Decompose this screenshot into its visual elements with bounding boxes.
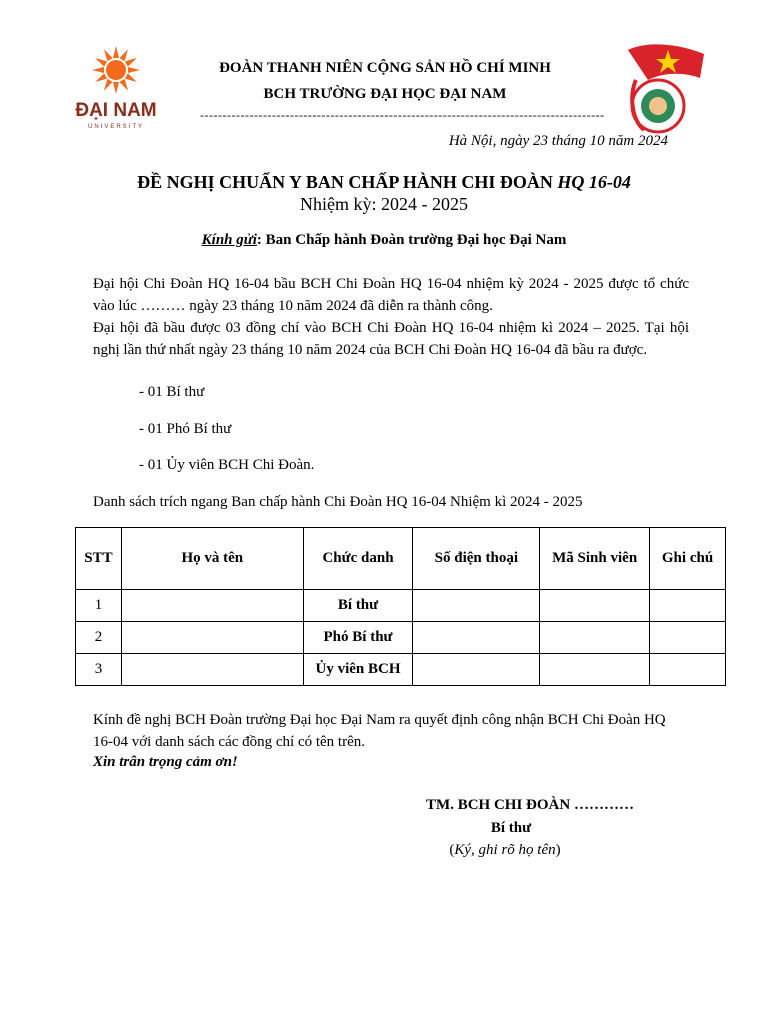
cell-phone[interactable]: [413, 622, 540, 654]
header-name: Họ và tên: [121, 528, 303, 590]
cell-stt: 1: [76, 590, 122, 622]
cell-phone[interactable]: [413, 654, 540, 686]
body-paragraph-1: Đại hội Chi Đoàn HQ 16-04 bầu BCH Chi Đoàn HQ 16-04 nhiệm kỳ 2024 - 2025 được tổ chức vào lúc ……… ngày 23 tháng 10 năm 2024 đã diễn ra thành công.: [93, 276, 689, 314]
cell-stt: 2: [76, 622, 122, 654]
recipient-label: Kính gửi: [201, 232, 257, 248]
title-class-code: HQ 16-04: [557, 172, 631, 192]
cell-name[interactable]: [121, 590, 303, 622]
elected-item-3: - 01 Ủy viên BCH Chi Đoàn.: [139, 457, 315, 473]
closing-request: Kính đề nghị BCH Đoàn trường Đại học Đại Nam ra quyết định công nhận BCH Chi Đoàn HQ 16-04 với danh sách các đồng chí có tên trên.: [93, 712, 666, 750]
document-title: [0, 172, 768, 193]
table-row: [76, 622, 726, 654]
flag-emblem-icon: [624, 40, 708, 140]
header-separator: ------------------------------------------------------------------------------------------: [200, 108, 605, 122]
signature-note: Ký, ghi rõ họ tên: [454, 842, 556, 858]
cell-name[interactable]: [121, 654, 303, 686]
document-subtitle: Nhiệm kỳ: 2024 - 2025: [300, 194, 468, 214]
header-role: Chức danh: [303, 528, 413, 590]
cell-note[interactable]: [650, 622, 726, 654]
sun-emblem-icon: [62, 40, 170, 136]
cell-role: Phó Bí thư: [303, 622, 413, 654]
youth-union-emblem: [624, 40, 708, 140]
recipient-text: : Ban Chấp hành Đoàn trường Đại học Đại Nam: [256, 232, 567, 248]
cell-student-id[interactable]: [540, 590, 650, 622]
table-row: [76, 590, 726, 622]
cell-role: Ủy viên BCH: [303, 654, 413, 686]
header-stt: STT: [76, 528, 122, 590]
table-row: [76, 654, 726, 686]
closing-thanks: Xin trân trọng cảm ơn!: [93, 754, 238, 770]
table-header-row: [76, 528, 726, 590]
cell-note[interactable]: [650, 590, 726, 622]
cell-stt: 3: [76, 654, 122, 686]
header-student-id: Mã Sinh viên: [540, 528, 650, 590]
list-intro: Danh sách trích ngang Ban chấp hành Chi Đoàn HQ 16-04 Nhiệm kì 2024 - 2025: [93, 494, 583, 510]
cell-student-id[interactable]: [540, 654, 650, 686]
org-name-line2: BCH TRƯỜNG ĐẠI HỌC ĐẠI NAM: [263, 86, 507, 102]
signature-title: TM. BCH CHI ĐOÀN …………: [426, 797, 634, 813]
elected-item-1: - 01 Bí thư: [139, 384, 205, 400]
logo-subname: UNIVERSITY: [87, 124, 145, 130]
logo-name: ĐẠI NAM: [75, 100, 157, 121]
header-note: Ghi chú: [650, 528, 726, 590]
cell-phone[interactable]: [413, 590, 540, 622]
header-phone: Số điện thoại: [413, 528, 540, 590]
recipient-line: [0, 232, 768, 249]
cell-role: Bí thư: [303, 590, 413, 622]
university-logo: [62, 40, 170, 136]
title-text: ĐỀ NGHỊ CHUẨN Y BAN CHẤP HÀNH CHI ĐOÀN: [137, 172, 558, 192]
body-paragraph-2: Đại hội đã bầu được 03 đồng chí vào BCH Chi Đoàn HQ 16-04 nhiệm kì 2024 – 2025. Tại hội nghị lần thứ nhất ngày 23 tháng 10 năm 2024 của BCH Chi Đoàn HQ 16-04 đã bầu ra được.: [93, 320, 689, 358]
paren-open: (: [449, 842, 455, 858]
signature-instruction: [400, 842, 610, 859]
cell-student-id[interactable]: [540, 622, 650, 654]
member-table: [75, 527, 726, 686]
cell-name[interactable]: [121, 622, 303, 654]
document-date: Hà Nội, ngày 23 tháng 10 năm 2024: [448, 133, 668, 149]
cell-note[interactable]: [650, 654, 726, 686]
paren-close: ): [555, 842, 561, 858]
org-name-line1: ĐOÀN THANH NIÊN CỘNG SẢN HỒ CHÍ MINH: [219, 60, 551, 76]
signature-role: Bí thư: [490, 820, 532, 836]
elected-item-2: - 01 Phó Bí thư: [139, 421, 232, 437]
